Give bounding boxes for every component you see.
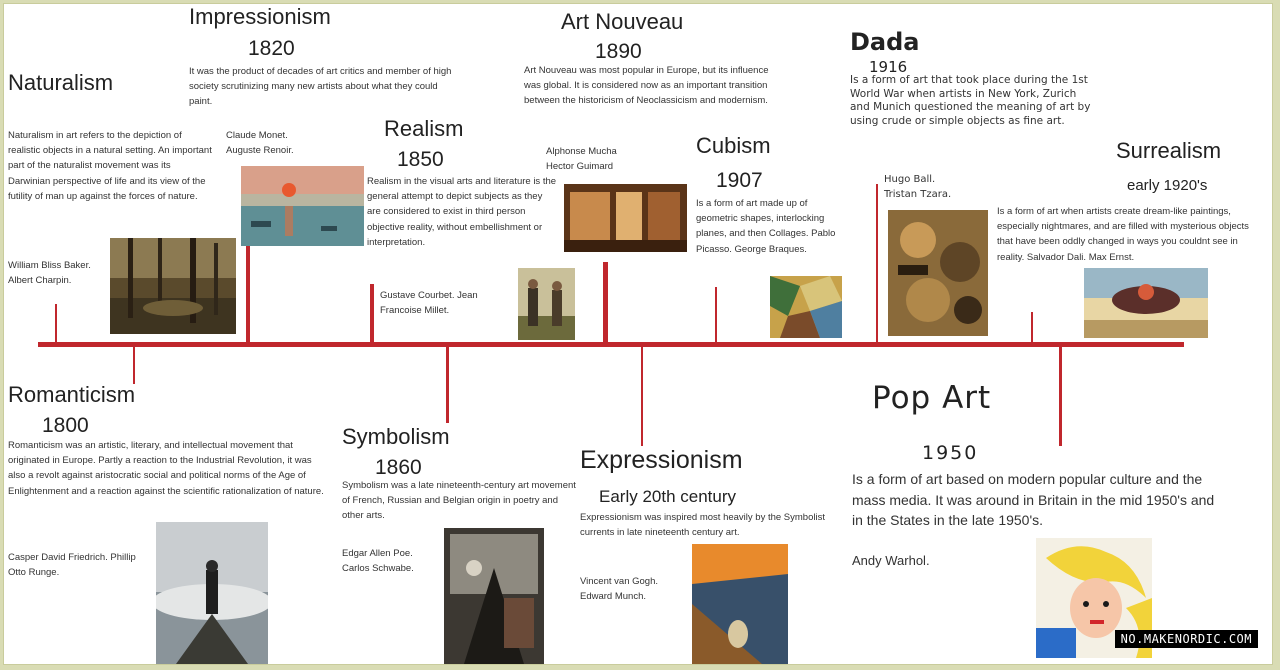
surrealism-title: Surrealism	[1116, 138, 1222, 163]
impressionism-year: 1820	[248, 37, 295, 60]
surrealism-description: Is a form of art when artists create dream-like paintings, especially nightmares, and are filled with mysterious objects that have been oddly changed in ways you couldnt see in reality. Salvador Dali. Max Ernst.	[997, 206, 1249, 263]
dada-title: Dada	[850, 28, 920, 56]
surrealism-painting-image	[1084, 268, 1208, 338]
cubism-painting-image	[770, 276, 842, 338]
impressionism-painting-image	[241, 166, 364, 246]
dada-description: Is a form of art that took place during the 1st World War when artists in New York, Zurich and Munich questioned the meaning of art by using crude or simple objects as fine art.	[850, 74, 1091, 127]
romanticism-painting-image	[156, 522, 268, 664]
realism-title: Realism	[384, 116, 464, 141]
realism-year: 1850	[397, 148, 444, 171]
tick-pop-art	[1059, 346, 1062, 446]
romanticism-artists: Casper David Friedrich. Phillip Otto Runge.	[8, 552, 136, 579]
tick-expressionism	[641, 346, 643, 446]
romanticism-year: 1800	[42, 414, 89, 437]
tick-naturalism	[55, 304, 57, 344]
dada-year: 1916	[869, 58, 908, 76]
cubism-title: Cubism	[696, 133, 771, 158]
tick-impressionism	[246, 244, 250, 344]
art-nouveau-description: Art Nouveau was most popular in Europe, but its influence was global. It is considered now as an important transition between the historicism of Neoclassicism and modernism.	[524, 65, 769, 107]
expressionism-description: Expressionism was inspired most heavily by the Symbolist currents in late nineteenth century art.	[580, 512, 825, 539]
symbolism-painting-image	[444, 528, 544, 664]
romanticism-title: Romanticism	[8, 382, 136, 407]
cubism-description: Is a form of art made up of geometric shapes, interlocking planes, and then Collages. Pablo Picasso. George Braques.	[696, 198, 836, 255]
realism-painting-image	[518, 268, 575, 340]
impressionism-title: Impressionism	[189, 4, 331, 29]
art-nouveau-painting-image	[564, 184, 687, 252]
naturalism-title: Naturalism	[8, 70, 114, 95]
pop-art-title: Pop Art	[872, 380, 992, 416]
expressionism-year: Early 20th century	[599, 487, 737, 506]
dada-painting-image	[888, 210, 988, 336]
art-nouveau-title: Art Nouveau	[561, 9, 684, 34]
art-nouveau-artists: Alphonse Mucha Hector Guimard	[546, 146, 617, 173]
realism-description: Realism in the visual arts and literature is the general attempt to depict subjects as they are considered to exist in third person objective reality, without embellishment or interpretation.	[367, 176, 557, 248]
dada-artists: Hugo Ball. Tristan Tzara.	[884, 174, 952, 201]
naturalism-painting-image	[110, 238, 236, 334]
surrealism-year: early 1920's	[1127, 177, 1208, 194]
symbolism-description: Symbolism was a late nineteenth-century art movement of French, Russian and Belgian origin in poetry and other arts.	[342, 480, 576, 522]
expressionism-painting-image	[692, 544, 788, 664]
realism-artists: Gustave Courbet. Jean Francoise Millet.	[380, 290, 478, 317]
tick-art-nouveau	[603, 262, 608, 344]
romanticism-description: Romanticism was an artistic, literary, and intellectual movement that originated in Europe. Partly a reaction to the Industrial Revolution, it was also a revolt against aristocratic social and political norms of the Age of Enlightenment and a reaction against the scientific rationalization of nature.	[8, 440, 324, 497]
impressionism-artists: Claude Monet. Auguste Renoir.	[226, 130, 294, 157]
naturalism-artists: William Bliss Baker. Albert Charpin.	[8, 260, 91, 287]
expressionism-title: Expressionism	[580, 446, 743, 474]
symbolism-title: Symbolism	[342, 424, 450, 449]
tick-dada	[876, 184, 878, 344]
symbolism-year: 1860	[375, 456, 422, 479]
tick-symbolism	[446, 346, 449, 423]
naturalism-description: Naturalism in art refers to the depiction of realistic objects in a natural setting. An important part of the naturalist movement was its Darwinian perspective of life and its view of the futility of man up against the forces of nature.	[8, 130, 212, 202]
pop-art-description: Is a form of art based on modern popular culture and the mass media. It was around in Britain in the mid 1950's and in the States in the late 1950's.	[852, 471, 1215, 528]
art-nouveau-year: 1890	[595, 40, 642, 63]
symbolism-artists: Edgar Allen Poe. Carlos Schwabe.	[342, 548, 414, 575]
expressionism-artists: Vincent van Gogh. Edward Munch.	[580, 576, 658, 603]
watermark-label: NO.MAKENORDIC.COM	[1115, 630, 1258, 648]
timeline-canvas	[3, 3, 1273, 665]
tick-surrealism	[1031, 312, 1033, 344]
cubism-year: 1907	[716, 169, 763, 192]
timeline-axis	[38, 342, 1184, 347]
impressionism-description: It was the product of decades of art critics and member of high society scrutinizing many new artists about what they could paint.	[189, 66, 452, 108]
pop-art-artists: Andy Warhol.	[852, 553, 930, 568]
tick-romanticism	[133, 346, 135, 384]
tick-realism	[370, 284, 374, 344]
pop-art-year: 1950	[922, 442, 979, 464]
tick-cubism	[715, 287, 717, 344]
